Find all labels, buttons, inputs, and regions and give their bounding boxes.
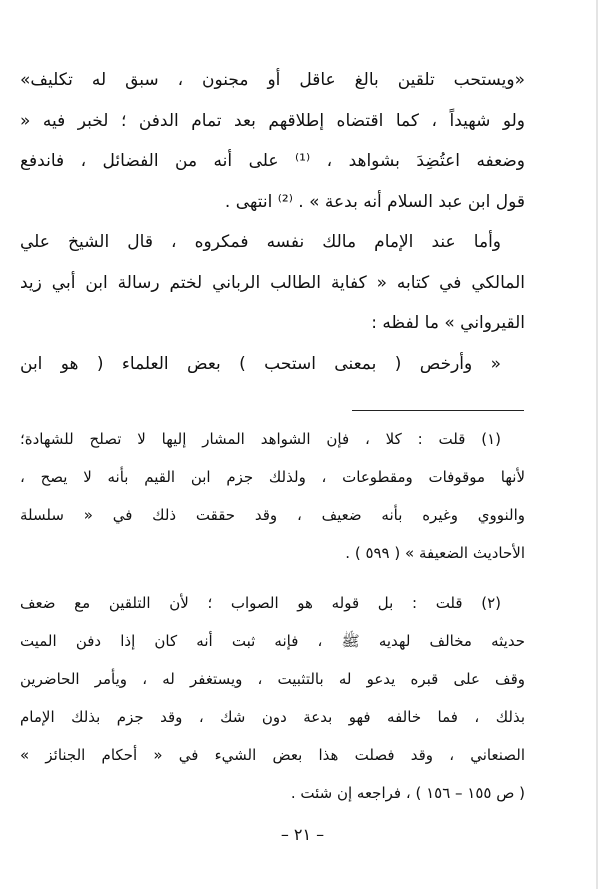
main-line: « وأرخص ( بمعنى استحب ) بعض العلماء ( هو ابن bbox=[20, 353, 501, 374]
main-line: المالكي في كتابه « كفاية الطالب الرباني لختم رسالة ابن أبي زيد bbox=[20, 272, 525, 293]
page-number: – ٢١ – bbox=[280, 825, 325, 844]
footnote-1 bbox=[20, 420, 525, 572]
main-text-block bbox=[20, 60, 525, 384]
main-line: وأما عند الإمام مالك نفسه فمكروه ، قال الشيخ علي bbox=[20, 232, 501, 252]
main-line: «ويستحب تلقين بالغ عاقل أو مجنون ، سبق له تكليف» bbox=[20, 70, 525, 90]
footnote-line: الأحاديث الضعيفة » ( ٥٩٩ ) . bbox=[345, 544, 525, 562]
footnote-line: (١) قلت : كلا ، فإن الشواهد المشار إليها لا تصلح للشهادة؛ bbox=[20, 430, 501, 448]
footnote-line: الصنعاني ، وقد فصلت هذا بعض الشيء في « أحكام الجنائز » bbox=[20, 746, 525, 764]
main-line: ولو شهيداً ، كما اقتضاه إطلاقهم بعد تمام الدفن ؛ لخبر فيه « bbox=[20, 110, 525, 131]
page-edge-shadow bbox=[596, 0, 598, 889]
main-line: وضعفه اعتُضِدَ بشواهد ، ⁽¹⁾ على أنه من الفضائل ، فاندفع bbox=[20, 151, 525, 171]
footnotes-block bbox=[20, 420, 525, 812]
footnote-2 bbox=[20, 584, 525, 812]
footnote-line: (٢) قلت : بل قوله هو الصواب ؛ لأن التلقين مع ضعف bbox=[20, 594, 501, 612]
footnote-line: حديثه مخالف لهديه ﷺ ، فإنه ثبت أنه كان إذا دفن الميت bbox=[20, 632, 525, 650]
main-line: القيرواني » ما لفظه : bbox=[371, 313, 525, 333]
footnote-line: ( ص ١٥٥ – ١٥٦ ) ، فراجعه إن شئت . bbox=[290, 784, 525, 802]
main-line: قول ابن عبد السلام أنه بدعة » . ⁽²⁾ انتهى . bbox=[224, 191, 525, 212]
footnote-line: وقف على قبره يدعو له بالتثبيت ، ويستغفر له ، ويأمر الحاضرين bbox=[20, 670, 525, 688]
footnote-divider bbox=[352, 410, 524, 411]
footnote-line: لأنها موقوفات ومقطوعات ، ولذلك جزم ابن القيم بأنه لا يصح ، bbox=[20, 468, 525, 486]
footnote-line: بذلك ، فما خالفه فهو بدعة دون شك ، وقد جزم بذلك الإمام bbox=[20, 708, 525, 726]
footnote-line: والنووي وغيره بأنه ضعيف ، وقد حققت ذلك في « سلسلة bbox=[20, 506, 525, 524]
